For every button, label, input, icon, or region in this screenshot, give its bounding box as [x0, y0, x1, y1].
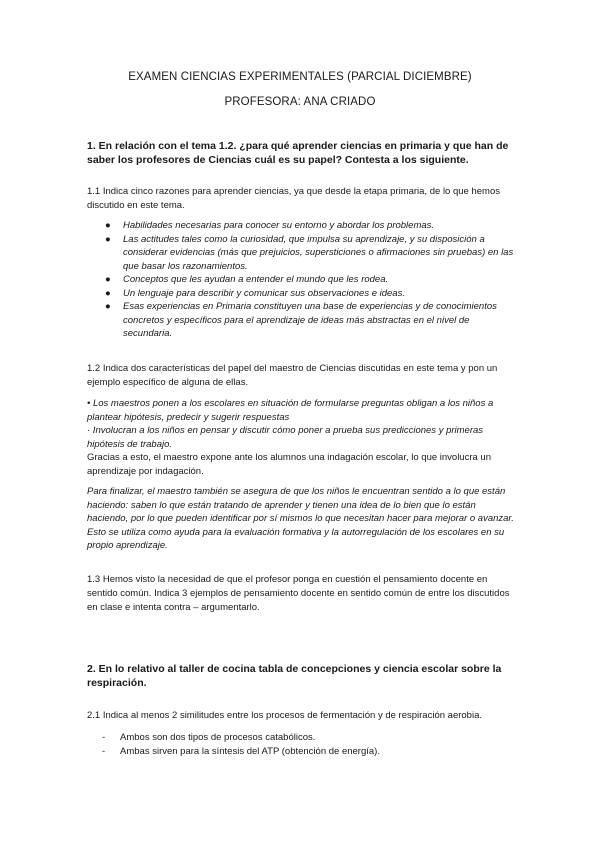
dash-icon: -	[102, 732, 106, 743]
bullet-icon: ●	[105, 220, 111, 231]
bullet-icon: ●	[105, 274, 111, 285]
question-1-2-answer-2: · Involucran a los niños en pensar y discutir cómo poner a prueba sus predicciones y primeras hipótesis de trabajo.	[87, 425, 484, 450]
list-item	[87, 731, 515, 745]
list-item-text: Conceptos que les ayudan a entender el mundo que les rodea.	[123, 274, 389, 285]
bullet-icon: ●	[105, 287, 111, 299]
list-item-text: Las actitudes tales como la curiosidad, que impulsa su aprendizaje, y su disposición a considerar evidencias (más que prejuicios, supersticiones o afirmaciones sin pruebas) en las que basar los razonamientos.	[123, 233, 514, 272]
question-1-1-answer-list	[87, 219, 515, 341]
list-item	[87, 219, 515, 233]
question-2-heading: 2. En lo relativo al taller de cocina tabla de concepciones y ciencia escolar sobre la respiración.	[87, 663, 502, 689]
list-item-text: Habilidades necesarias para conocer su entorno y abordar los problemas.	[123, 220, 435, 231]
question-1-heading: 1. En relación con el tema 1.2. ¿para qué aprender ciencias en primaria y que han de saber los profesores de Ciencias cuál es su papel? Contesta a los siguiente.	[87, 140, 509, 166]
page-subtitle: PROFESORA: ANA CRIADO	[224, 96, 376, 108]
list-item-text: Ambos son dos tipos de procesos catabólicos.	[120, 732, 316, 743]
list-item	[87, 287, 515, 301]
list-item	[87, 233, 515, 274]
question-1-2-prompt: 1.2 Indica dos características del papel del maestro de Ciencias discutidas en este tema y pon un ejemplo específico de alguna de ellas.	[87, 363, 498, 388]
list-item	[87, 745, 515, 759]
dash-icon: -	[102, 746, 106, 757]
bullet-icon: ●	[105, 301, 111, 312]
question-1-2-answer-4: Para finalizar, el maestro también se asegura de que los niños le encuentran sentido a lo que están haciendo: saben lo que están tratando de aprender y tienen una idea de lo bien que lo están haciendo, por lo que pueden identificar por sí mismos lo que necesitan hacer para mejorar o avanzar. Esto se utiliza como ayuda para la evaluación formativa y la autorregulación de los escolares en su propio aprendizaje.	[87, 486, 514, 551]
list-item-text: Esas experiencias en Primaria constituyen una base de experiencias y de conocimientos concretos y específicos para el aprendizaje de ideas más abstractas en el nivel de secundaria.	[123, 301, 497, 339]
list-item-text: Un lenguaje para describir y comunicar sus observaciones e ideas.	[123, 287, 405, 299]
page-title: EXAMEN CIENCIAS EXPERIMENTALES (PARCIAL DICIEMBRE)	[128, 71, 472, 83]
list-item	[87, 300, 515, 341]
question-1-3-prompt: 1.3 Hemos visto la necesidad de que el profesor ponga en cuestión el pensamiento docente en sentido común. Indica 3 ejemplos de pensamiento docente en sentido común de entre los discutidos en clase e intenta contra – argumentarlo.	[87, 574, 510, 613]
question-2-1-prompt: 2.1 Indica al menos 2 similitudes entre los procesos de fermentación y de respiración aerobia.	[87, 710, 482, 721]
question-1-2-answer-1: • Los maestros ponen a los escolares en situación de formularse preguntas obligan a los niños a plantear hipótesis, predecir y sugerir respuestas	[87, 398, 494, 423]
question-2-1-answer-list	[87, 731, 515, 759]
list-item	[87, 273, 515, 287]
bullet-icon: ●	[105, 233, 111, 245]
list-item-text: Ambas sirven para la síntesis del ATP (obtención de energía).	[120, 746, 380, 757]
question-1-1-prompt: 1.1 Indica cinco razones para aprender ciencias, ya que desde la etapa primaria, de lo que hemos discutido en este tema.	[87, 186, 500, 211]
question-1-2-answer-3: Gracias a esto, el maestro expone ante los alumnos una indagación escolar, lo que involucra un aprendizaje por indagación.	[87, 452, 491, 477]
